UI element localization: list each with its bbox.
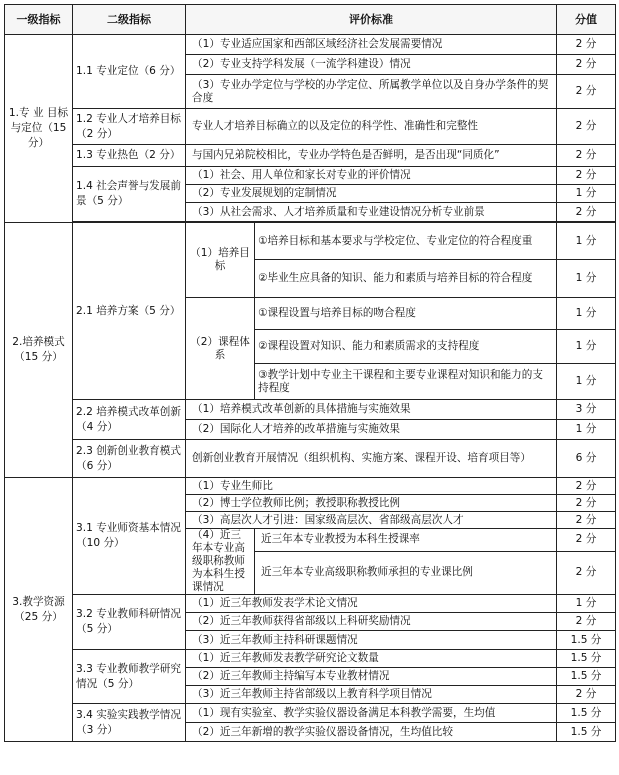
score-cell: 2 分 [557,551,616,594]
criteria-cell: （1）培养模式改革创新的具体措施与实施效果 [186,400,557,420]
table-row [5,440,616,478]
criteria-cell: ②课程设置对知识、能力和素质需求的支持程度 [255,330,557,364]
level2-cell: 3.1 专业师资基本情况（10 分） [73,478,186,595]
criteria-cell: （1）现有实验室、教学实验仪器设备满足本科教学需要，生均值 [186,704,557,723]
score-cell: 1.5 分 [557,723,616,742]
table-row [5,109,616,145]
table-row [5,478,616,495]
score-cell: 2 分 [557,613,616,631]
subcategory-cell: （4）近三年本专业高级职称教师为本科生授课情况 [186,529,255,595]
level2-cell: 1.4 社会声誉与发展前景（5 分） [73,167,186,222]
criteria-cell: （2）专业发展规划的定制情况 [186,185,557,203]
header-level2: 二级指标 [73,5,186,35]
level1-cell: 1.专 业 目标与定位（15 分） [5,35,73,223]
score-cell: 1 分 [557,260,616,298]
level1-cell: 3.教学资源（25 分） [5,478,73,742]
header-score: 分值 [557,5,616,35]
score-cell: 6 分 [557,440,616,478]
score-cell: 1 分 [557,420,616,440]
criteria-cell: （2）近三年教师主持编写本专业教材情况 [186,668,557,686]
level2-cell: 3.2 专业教师科研情况（5 分） [73,595,186,650]
criteria-cell: （2）近三年教师获得省部级以上科研奖励情况 [186,613,557,631]
criteria-cell: ①课程设置与培养目标的吻合程度 [255,298,557,330]
criteria-cell: ②毕业生应具备的知识、能力和素质与培养目标的符合程度 [255,260,557,298]
criteria-cell: （2）博士学位教师比例；教授职称教授比例 [186,495,557,512]
score-cell: 1 分 [557,223,616,260]
score-cell: 1 分 [557,364,616,400]
score-cell: 2 分 [557,478,616,495]
criteria-cell: （2）国际化人才培养的改革措施与实施效果 [186,420,557,440]
table-row [5,223,616,260]
score-cell: 2 分 [557,167,616,185]
score-cell: 2 分 [557,686,616,704]
table-row [5,35,616,55]
score-cell: 2 分 [557,512,616,529]
score-cell: 2 分 [557,75,616,109]
level2-cell: 1.3 专业热色（2 分） [73,145,186,167]
score-cell: 3 分 [557,400,616,420]
level2-cell: 2.3 创新创业教育模式（6 分） [73,440,186,478]
criteria-cell: （3）近三年教师主持科研课题情况 [186,631,557,650]
subcategory-cell: （1）培养目标 [186,223,255,298]
criteria-cell: （3）高层次人才引进：国家级高层次、省部级高层次人才 [186,512,557,529]
score-cell: 2 分 [557,109,616,145]
criteria-cell: 创新创业教育开展情况（组织机构、实施方案、课程开设、培育项目等） [186,440,557,478]
score-cell: 2 分 [557,495,616,512]
criteria-cell: 与国内兄弟院校相比，专业办学特色是否鲜明，是否出现“同质化” [186,145,557,167]
criteria-cell: （3）近三年教师主持省部级以上教育科学项目情况 [186,686,557,704]
criteria-cell: 专业人才培养目标确立的以及定位的科学性、准确性和完整性 [186,109,557,145]
level2-cell: 2.2 培养模式改革创新（4 分） [73,400,186,440]
criteria-cell: （1）社会、用人单位和家长对专业的评价情况 [186,167,557,185]
score-cell: 1.5 分 [557,704,616,723]
level2-cell: 3.3 专业教师教学研究情况（5 分） [73,650,186,704]
table-row [5,595,616,613]
table-row [5,650,616,668]
score-cell: 1 分 [557,185,616,203]
level2-cell: 1.1 专业定位（6 分） [73,35,186,109]
score-cell: 2 分 [557,35,616,55]
level2-cell: 3.4 实验实践教学情况（3 分） [73,704,186,742]
level2-cell: 2.1 培养方案（5 分） [73,223,186,400]
score-cell: 2 分 [557,529,616,552]
criteria-cell: （3）从社会需求、人才培养质量和专业建设情况分析专业前景 [186,203,557,222]
score-cell: 1.5 分 [557,668,616,686]
score-cell: 1.5 分 [557,650,616,668]
table-row [5,167,616,185]
table-row [5,704,616,723]
criteria-cell: 近三年本专业教授为本科生授课率 [255,529,557,552]
criteria-cell: （1）专业适应国家和西部区域经济社会发展需要情况 [186,35,557,55]
score-cell: 1 分 [557,330,616,364]
criteria-cell: （2）近三年新增的教学实验仪器设备情况，生均值比较 [186,723,557,742]
score-cell: 1 分 [557,595,616,613]
table-row [5,145,616,167]
score-cell: 2 分 [557,203,616,222]
criteria-cell: （1）近三年教师发表教学研究论文数量 [186,650,557,668]
criteria-cell: ③教学计划中专业主干课程和主要专业课程对知识和能力的支持程度 [255,364,557,400]
criteria-cell: （3）专业办学定位与学校的办学定位、所属教学单位以及自身办学条件的契合度 [186,75,557,109]
level1-cell: 2.培养模式（15 分） [5,223,73,478]
subcategory-cell: （2）课程体系 [186,298,255,400]
criteria-cell: 近三年本专业高级职称教师承担的专业课比例 [255,551,557,594]
header-level1: 一级指标 [5,5,73,35]
score-cell: 2 分 [557,145,616,167]
score-cell: 1.5 分 [557,631,616,650]
evaluation-table [4,4,616,742]
criteria-cell: （2）专业支持学科发展（一流学科建设）情况 [186,55,557,75]
table-row [5,400,616,420]
header-criteria: 评价标准 [186,5,557,35]
header-row [5,5,616,35]
criteria-cell: （1）专业生师比 [186,478,557,495]
score-cell: 1 分 [557,298,616,330]
criteria-cell: ①培养目标和基本要求与学校定位、专业定位的符合程度重 [255,223,557,260]
criteria-cell: （1）近三年教师发表学术论文情况 [186,595,557,613]
score-cell: 2 分 [557,55,616,75]
level2-cell: 1.2 专业人才培养目标（2 分） [73,109,186,145]
